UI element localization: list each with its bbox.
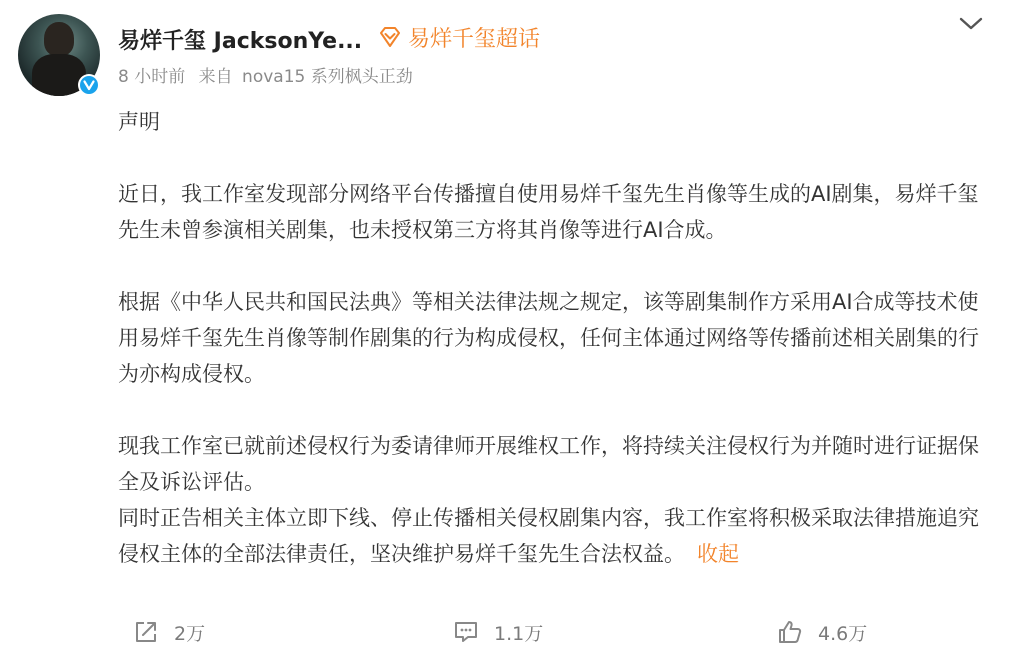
action-bar: [0, 614, 1016, 650]
verified-badge-icon: [78, 74, 100, 96]
post-paragraph: 近日，我工作室发现部分网络平台传播擅自使用易烊千玺先生肖像等生成的AI剧集，易烊千玺先生未曾参演相关剧集，也未授权第三方将其肖像等进行AI合成。: [118, 182, 979, 242]
post-body: [118, 104, 998, 572]
diamond-icon: [378, 26, 402, 48]
avatar-figure: [44, 22, 74, 56]
post-paragraph-text: 同时正告相关主体立即下线、停止传播相关侵权剧集内容，我工作室将积极采取法律措施追究侵权主体的全部法律责任，坚决维护易烊千玺先生合法权益。: [118, 506, 979, 566]
comment-button[interactable]: [452, 614, 543, 650]
post-paragraph: 现我工作室已就前述侵权行为委请律师开展维权工作，将持续关注侵权行为并随时进行证据保全及诉讼评估。: [118, 434, 979, 494]
post-paragraph: [118, 500, 998, 572]
post-paragraph: 根据《中华人民共和国民法典》等相关法律法规之规定，该等剧集制作方采用AI合成等技术使用易烊千玺先生肖像等制作剧集的行为构成侵权，任何主体通过网络等传播前述相关剧集的行为亦构成侵权。: [118, 290, 979, 386]
comment-count: 1.1万: [494, 622, 544, 645]
share-count: 2万: [174, 622, 206, 645]
share-button[interactable]: [132, 614, 205, 650]
topic-badge[interactable]: [378, 24, 540, 50]
topic-label: 易烊千玺超话: [408, 26, 541, 52]
comment-icon: [452, 618, 480, 646]
like-button[interactable]: [776, 614, 867, 650]
post-heading: 声明: [118, 110, 160, 134]
collapse-link[interactable]: 收起: [697, 542, 739, 566]
chevron-down-icon[interactable]: [955, 12, 987, 36]
post-meta: [118, 62, 413, 87]
post-time: 8 小时前: [118, 67, 186, 87]
author-name[interactable]: 易烊千玺 JacksonYe...: [118, 29, 363, 54]
share-icon: [132, 618, 160, 646]
source-device[interactable]: nova15 系列枫头正劲: [242, 67, 413, 87]
source-prefix: 来自: [198, 67, 233, 87]
like-count: 4.6万: [818, 622, 868, 645]
like-icon: [776, 618, 804, 646]
